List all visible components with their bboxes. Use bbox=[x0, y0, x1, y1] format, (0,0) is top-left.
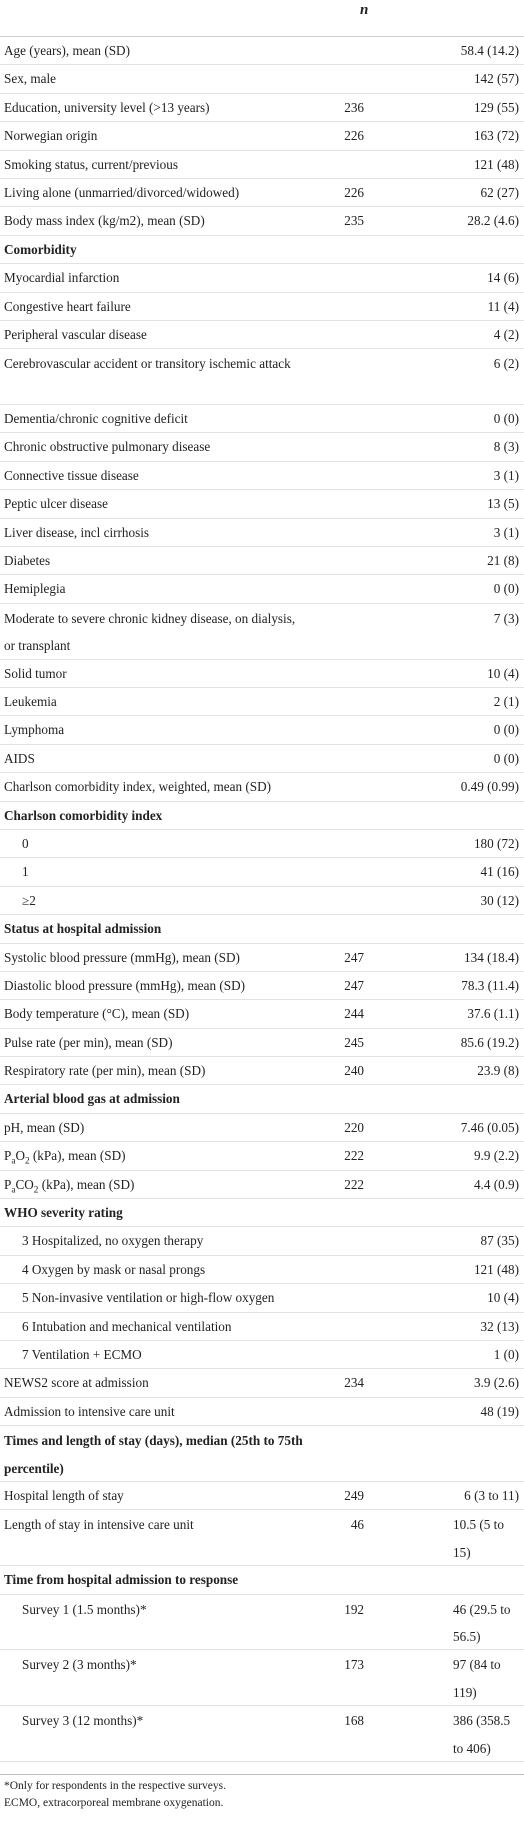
table-row bbox=[0, 37, 524, 65]
row-value: 10 (4) bbox=[487, 1290, 519, 1306]
row-label: Survey 2 (3 months)* bbox=[22, 1657, 137, 1673]
row-label: Length of stay in intensive care unit bbox=[4, 1517, 194, 1533]
footer-divider bbox=[0, 1774, 524, 1775]
row-value: 9.9 (2.2) bbox=[473, 1148, 519, 1164]
row-label: Survey 1 (1.5 months)* bbox=[22, 1601, 147, 1617]
section-header-row bbox=[0, 1199, 524, 1227]
row-n: 220 bbox=[344, 1119, 364, 1135]
row-label: Survey 3 (12 months)* bbox=[22, 1713, 144, 1729]
row-label: Connective tissue disease bbox=[4, 467, 139, 483]
table-row bbox=[0, 547, 524, 575]
row-value: 30 (12) bbox=[480, 892, 519, 908]
row-value: 4 (2) bbox=[493, 326, 519, 342]
table-row bbox=[0, 321, 524, 349]
table-row bbox=[0, 433, 524, 461]
row-label: 1 bbox=[22, 864, 29, 880]
table-row bbox=[0, 405, 524, 433]
row-n: 245 bbox=[344, 1034, 364, 1050]
footnote-respondents: *Only for respondents in the respective surveys. bbox=[4, 1779, 226, 1792]
row-label: 5 Non-invasive ventilation or high-flow oxygen bbox=[22, 1290, 275, 1306]
table-header bbox=[0, 0, 524, 37]
table-row bbox=[0, 1000, 524, 1028]
section-header-row bbox=[0, 915, 524, 943]
table-row bbox=[0, 519, 524, 547]
row-value: 0 (0) bbox=[493, 750, 519, 766]
row-n: 226 bbox=[344, 184, 364, 200]
row-label: 4 Oxygen by mask or nasal prongs bbox=[22, 1261, 206, 1277]
row-n: 173 bbox=[344, 1657, 364, 1673]
table-body bbox=[0, 37, 524, 1762]
row-label: Diabetes bbox=[4, 553, 51, 569]
table-row bbox=[0, 745, 524, 773]
footnote-ecmo: ECMO, extracorporeal membrane oxygenation. bbox=[4, 1796, 224, 1809]
table-row bbox=[0, 660, 524, 688]
n-column-header: n bbox=[360, 2, 369, 18]
table-row bbox=[0, 1510, 524, 1566]
row-n: 247 bbox=[344, 977, 364, 993]
row-label: Dementia/chronic cognitive deficit bbox=[4, 411, 188, 427]
table-row bbox=[0, 944, 524, 972]
row-n: 192 bbox=[344, 1601, 364, 1617]
section-header-row bbox=[0, 236, 524, 264]
table-row bbox=[0, 293, 524, 321]
row-label: AIDS bbox=[4, 750, 35, 766]
row-n: 236 bbox=[344, 99, 364, 115]
row-value: 23.9 (8) bbox=[477, 1063, 519, 1079]
row-value: 129 (55) bbox=[473, 99, 519, 115]
row-label: Body mass index (kg/m2), mean (SD) bbox=[4, 213, 205, 229]
table-row bbox=[0, 1650, 524, 1706]
section-header-row bbox=[0, 1426, 524, 1482]
table-row bbox=[0, 349, 524, 405]
row-value: 3 (1) bbox=[493, 467, 519, 483]
row-value: 0 (0) bbox=[493, 411, 519, 427]
table-row bbox=[0, 716, 524, 744]
row-value: 163 (72) bbox=[473, 128, 519, 144]
row-value: 2 (1) bbox=[493, 694, 519, 710]
row-label: Age (years), mean (SD) bbox=[4, 43, 130, 58]
row-label: $P_aO_2$ (kPa), mean (SD) bbox=[4, 1148, 126, 1166]
row-value: 14 (6) bbox=[487, 270, 519, 286]
row-label: Liver disease, incl cirrhosis bbox=[4, 524, 150, 540]
row-value: 48 (19) bbox=[480, 1403, 519, 1419]
row-value: 41 (16) bbox=[480, 864, 519, 880]
row-label: Diastolic blood pressure (mmHg), mean (SD) bbox=[4, 977, 245, 993]
table-row bbox=[0, 830, 524, 858]
row-value: 7 (3) bbox=[493, 610, 519, 626]
row-value: 11 (4) bbox=[487, 298, 519, 314]
row-n: 240 bbox=[344, 1063, 364, 1079]
table-row bbox=[0, 858, 524, 886]
row-label: Charlson comorbidity index, weighted, mean (SD) bbox=[4, 779, 271, 795]
row-value: 1 (0) bbox=[493, 1347, 519, 1362]
table-row bbox=[0, 1313, 524, 1341]
row-label: $P_aCO_2$ (kPa), mean (SD) bbox=[4, 1176, 135, 1195]
table-row bbox=[0, 1398, 524, 1426]
row-n: 235 bbox=[344, 213, 364, 229]
table-row bbox=[0, 1057, 524, 1085]
row-value: 32 (13) bbox=[480, 1318, 519, 1334]
row-label: Times and length of stay (days), median (25th to 75th percentile) bbox=[4, 1433, 303, 1476]
row-label: NEWS2 score at admission bbox=[4, 1375, 149, 1391]
row-label: Hemiplegia bbox=[4, 581, 66, 597]
row-value: 8 (3) bbox=[493, 439, 519, 455]
row-value: 46 (29.5 to 56.5) bbox=[453, 1601, 511, 1645]
row-value: 78.3 (11.4) bbox=[461, 977, 519, 993]
row-value: 180 (72) bbox=[473, 835, 519, 851]
table-row bbox=[0, 688, 524, 716]
row-n: 249 bbox=[344, 1487, 364, 1503]
table-row bbox=[0, 1029, 524, 1057]
row-value: 10 (4) bbox=[487, 665, 519, 681]
row-value: 28.2 (4.6) bbox=[467, 213, 519, 229]
row-label: Lymphoma bbox=[4, 722, 65, 738]
table-row bbox=[0, 1142, 524, 1170]
table-row bbox=[0, 1171, 524, 1199]
table-row bbox=[0, 264, 524, 292]
row-label: Norwegian origin bbox=[4, 128, 98, 144]
row-label: Comorbidity bbox=[4, 241, 77, 257]
row-label: ≥2 bbox=[22, 892, 36, 908]
table-footnotes bbox=[4, 1778, 520, 1812]
row-value: 4.4 (0.9) bbox=[473, 1176, 519, 1192]
row-label: Systolic blood pressure (mmHg), mean (SD) bbox=[4, 949, 240, 965]
row-value: 142 (57) bbox=[473, 71, 519, 87]
table-row bbox=[0, 65, 524, 93]
table-row bbox=[0, 887, 524, 915]
row-n: 46 bbox=[350, 1517, 364, 1533]
row-n: 222 bbox=[344, 1176, 364, 1192]
table-row bbox=[0, 490, 524, 518]
row-label: 0 bbox=[22, 835, 29, 851]
row-label: Myocardial infarction bbox=[4, 270, 120, 286]
row-label: Hospital length of stay bbox=[4, 1487, 124, 1503]
table-row bbox=[0, 604, 524, 660]
table-row bbox=[0, 207, 524, 235]
table-row bbox=[0, 179, 524, 207]
row-value: 6 (2) bbox=[493, 356, 519, 372]
row-value: 3 (1) bbox=[493, 524, 519, 540]
section-header-row bbox=[0, 1085, 524, 1113]
row-value: 121 (48) bbox=[473, 156, 519, 172]
row-value: 0.49 (0.99) bbox=[460, 779, 519, 795]
table-row bbox=[0, 122, 524, 150]
row-label: Status at hospital admission bbox=[4, 921, 162, 937]
row-value: 121 (48) bbox=[473, 1261, 519, 1277]
row-label: Time from hospital admission to response bbox=[4, 1572, 239, 1588]
table-row bbox=[0, 972, 524, 1000]
row-value: 0 (0) bbox=[493, 722, 519, 738]
row-n: 168 bbox=[344, 1713, 364, 1729]
table-row bbox=[0, 773, 524, 801]
row-n: 226 bbox=[344, 128, 364, 144]
row-label: Education, university level (>13 years) bbox=[4, 99, 210, 115]
row-value: 62 (27) bbox=[480, 184, 519, 200]
row-value: 37.6 (1.1) bbox=[467, 1006, 519, 1022]
row-label: Cerebrovascular accident or transitory ischemic attack bbox=[4, 356, 291, 372]
row-label: Living alone (unmarried/divorced/widowed) bbox=[4, 184, 240, 200]
table-row bbox=[0, 575, 524, 603]
row-value: 386 (358.5 to 406) bbox=[453, 1713, 511, 1756]
row-value: 7.46 (0.05) bbox=[460, 1119, 519, 1135]
row-value: 13 (5) bbox=[487, 496, 519, 512]
table-row bbox=[0, 1595, 524, 1651]
table-row bbox=[0, 1227, 524, 1255]
row-label: Pulse rate (per min), mean (SD) bbox=[4, 1034, 173, 1050]
row-label: Smoking status, current/previous bbox=[4, 156, 178, 172]
row-value: 58.4 (14.2) bbox=[460, 43, 519, 58]
table-row bbox=[0, 1256, 524, 1284]
row-value: 134 (18.4) bbox=[464, 949, 519, 965]
row-label: 7 Ventilation + ECMO bbox=[22, 1347, 142, 1362]
row-value: 21 (8) bbox=[487, 553, 519, 569]
section-header-row bbox=[0, 1566, 524, 1594]
row-label: Charlson comorbidity index bbox=[4, 807, 163, 823]
table-row bbox=[0, 1341, 524, 1369]
row-label: Chronic obstructive pulmonary disease bbox=[4, 439, 211, 455]
row-value: 10.5 (5 to 15) bbox=[453, 1517, 504, 1560]
row-label: Admission to intensive care unit bbox=[4, 1403, 175, 1419]
row-value: 0 (0) bbox=[493, 581, 519, 597]
row-value: 6 (3 to 11) bbox=[464, 1487, 519, 1503]
table-row bbox=[0, 1706, 524, 1762]
table-row bbox=[0, 151, 524, 179]
table-row bbox=[0, 94, 524, 122]
row-label: 6 Intubation and mechanical ventilation bbox=[22, 1318, 232, 1334]
row-value: 3.9 (2.6) bbox=[473, 1375, 519, 1391]
row-n: 244 bbox=[344, 1006, 364, 1022]
table-row bbox=[0, 1114, 524, 1142]
row-value: 97 (84 to 119) bbox=[453, 1657, 501, 1700]
row-label: Respiratory rate (per min), mean (SD) bbox=[4, 1063, 206, 1079]
row-n: 247 bbox=[344, 949, 364, 965]
table-row bbox=[0, 1284, 524, 1312]
row-value: 85.6 (19.2) bbox=[460, 1034, 519, 1050]
row-label: Moderate to severe chronic kidney disease, on dialysis, or transplant bbox=[4, 610, 296, 654]
row-label: Peripheral vascular disease bbox=[4, 326, 147, 342]
row-label: 3 Hospitalized, no oxygen therapy bbox=[22, 1233, 204, 1249]
row-n: 234 bbox=[344, 1375, 364, 1391]
table-row bbox=[0, 462, 524, 490]
row-label: Peptic ulcer disease bbox=[4, 496, 108, 512]
row-label: Arterial blood gas at admission bbox=[4, 1091, 180, 1107]
row-label: WHO severity rating bbox=[4, 1205, 123, 1221]
row-label: Congestive heart failure bbox=[4, 298, 131, 314]
table-row bbox=[0, 1482, 524, 1510]
row-label: Body temperature (°C), mean (SD) bbox=[4, 1006, 190, 1022]
row-label: pH, mean (SD) bbox=[4, 1119, 85, 1135]
table-row bbox=[0, 1369, 524, 1397]
row-label: Leukemia bbox=[4, 694, 57, 710]
row-n: 222 bbox=[344, 1148, 364, 1164]
row-label: Sex, male bbox=[4, 71, 57, 87]
section-header-row bbox=[0, 802, 524, 830]
row-label: Solid tumor bbox=[4, 665, 67, 681]
row-value: 87 (35) bbox=[480, 1233, 519, 1249]
